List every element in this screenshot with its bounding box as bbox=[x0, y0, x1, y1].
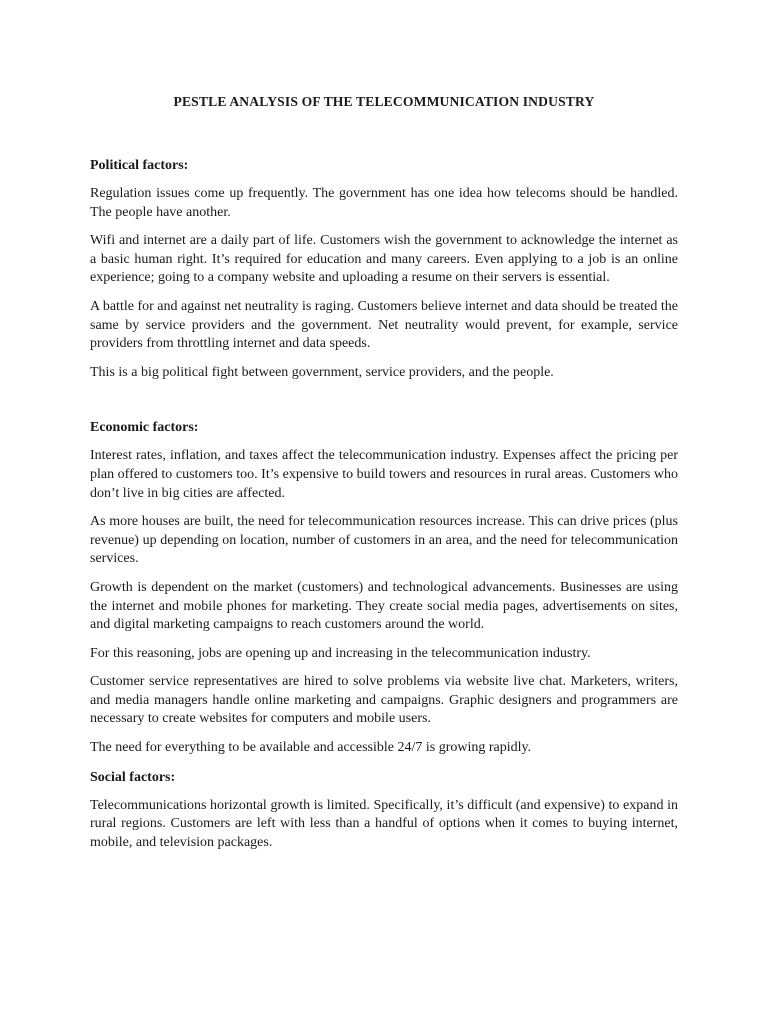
document-page bbox=[90, 92, 678, 862]
political-paragraph: Regulation issues come up frequently. The government has one idea how telecoms should be handled. The people have another. bbox=[90, 186, 678, 220]
economic-paragraph: Growth is dependent on the market (customers) and technological advancements. Businesses are using the internet and mobile phones for marketing. They create social media pages, advertisements on sites, and digital marketing campaigns to reach customers around the world. bbox=[90, 579, 678, 633]
economic-paragraph: For this reasoning, jobs are opening up and increasing in the telecommunication industry. bbox=[90, 645, 591, 661]
economic-paragraph: Interest rates, inflation, and taxes affect the telecommunication industry. Expenses affect the pricing per plan offered to customers too. It’s expensive to build towers and resources in rural areas. Customers who don’t live in big cities are affected. bbox=[90, 448, 678, 501]
document-title: PESTLE ANALYSIS OF THE TELECOMMUNICATION INDUSTRY bbox=[173, 94, 595, 109]
social-factors-heading: Social factors: bbox=[90, 769, 176, 785]
political-paragraph: This is a big political fight between government, service providers, and the people. bbox=[90, 364, 554, 380]
section-spacer bbox=[90, 392, 678, 418]
social-paragraph: Telecommunications horizontal growth is limited. Specifically, it’s difficult (and expensive) to expand in rural regions. Customers are left with less than a handful of options when it comes to buying internet, mobile, and television packages. bbox=[90, 797, 678, 850]
political-paragraph: A battle for and against net neutrality is raging. Customers believe internet and data should be treated the same by service providers and the government. Net neutrality would prevent, for example, service providers from throttling internet and data speeds. bbox=[90, 298, 678, 352]
economic-paragraph: The need for everything to be available and accessible 24/7 is growing rapidly. bbox=[90, 740, 532, 756]
economic-factors-heading: Economic factors: bbox=[90, 420, 199, 436]
political-factors-heading: Political factors: bbox=[90, 158, 189, 173]
economic-paragraph: Customer service representatives are hired to solve problems via website live chat. Marketers, writers, and media managers handle online marketing and campaigns. Graphic designers and programmers are necessary to create websites for computers and mobile users. bbox=[90, 674, 678, 727]
economic-paragraph: As more houses are built, the need for telecommunication resources increase. This can drive prices (plus revenue) up depending on location, number of customers in an area, and the need for telecommunication services. bbox=[90, 514, 678, 567]
political-paragraph: Wifi and internet are a daily part of life. Customers wish the government to acknowledge the internet as a basic human right. It’s required for education and many careers. Even applying to a job is an online experience; going to a company website and uploading a resume on their servers is essential. bbox=[90, 233, 678, 286]
